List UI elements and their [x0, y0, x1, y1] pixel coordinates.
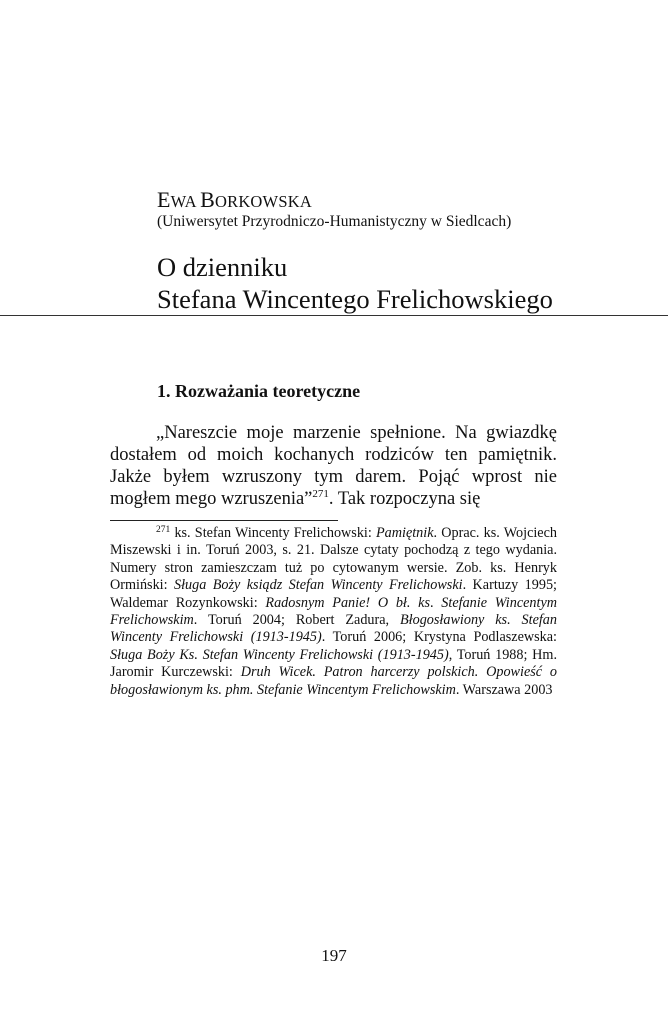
article-title-line-2: Stefana Wincentego Frelichowskiego [157, 284, 553, 314]
article-title [157, 251, 553, 315]
author-name [157, 187, 312, 213]
footnote-seg: Radosnym Panie! O bł. ks [265, 594, 430, 611]
footnote-seg: Sługa Boży Ks. Stefan Wincenty Frelichowski (1913-1945) [110, 646, 449, 663]
footnote-seg: . Oprac. ks. Wojciech Miszewski i in. Toruń 2003, s. 21. Dalsze cytaty pochodzą z tego wydania. Numery stron zamieszczam tuż po cytowanym wersie. Zob. ks. Henryk Ormiński: [110, 525, 557, 594]
section-heading: 1. Rozważania teoretyczne [157, 381, 361, 401]
author-first-initial: E [157, 187, 171, 212]
footnote-paragraph [110, 525, 557, 699]
body-paragraph [110, 422, 557, 510]
footnote-seg: . Toruń 2006; Krystyna Podlaszewska: [321, 629, 557, 646]
footnote-seg: Sługa Boży ksiądz Stefan Wincenty Frelichowski [173, 577, 463, 594]
footnote-seg: Błogosławiony ks. Stefan Wincenty Frelichowski (1913-1945) [110, 612, 557, 646]
footnote-seg: ks. Stefan Wincenty Frelichowski: [170, 525, 376, 541]
paragraph-text-before-note: „Nareszcie moje marzenie spełnione. Na gwiazdkę dostałem od moich kochanych rodziców ten pamiętnik. Jakże byłem wzruszony tym darem. Pojąć wprost nie mogłem mego wzruszenia” [110, 423, 557, 509]
author-first-rest: WA [170, 192, 201, 211]
article-title-line-1: O dzienniku [157, 252, 288, 282]
footnote-separator [110, 520, 338, 521]
body-text [110, 422, 557, 510]
footnote-seg: Pamiętnik [376, 525, 434, 541]
footnote-seg: . Warszawa 2003 [455, 681, 553, 698]
author-last-initial: B [200, 187, 215, 212]
author-affiliation: (Uniwersytet Przyrodniczo-Humanistyczny w Siedlcach) [157, 213, 512, 230]
footnote-seg: Stefanie Wincentym Frelichowskim [110, 594, 557, 629]
footnote-seg: Druh Wicek. Patron harcerzy polskich. Opowieść o błogosławionym ks. phm. Stefanie Wincentym Frelichowskim [110, 664, 557, 698]
footnote-seg: , Toruń 1988; Hm. Jaromir Kurczewski: [110, 646, 557, 681]
footnote-number: 271 [156, 525, 171, 535]
footnote [110, 525, 557, 699]
page-number: 197 [321, 946, 347, 965]
footnote-reference: 271 [312, 488, 329, 500]
footnote-seg: . Toruń 2004; Robert Zadura, [193, 612, 400, 629]
author-last-rest: ORKOWSKA [215, 192, 312, 211]
title-rule [0, 315, 668, 316]
footnote-seg: . [430, 594, 442, 611]
paragraph-text-after-note: . Tak rozpoczyna się [328, 489, 481, 509]
footnote-seg: . Kartuzy 1995; Waldemar Rozynkowski: [110, 577, 557, 611]
